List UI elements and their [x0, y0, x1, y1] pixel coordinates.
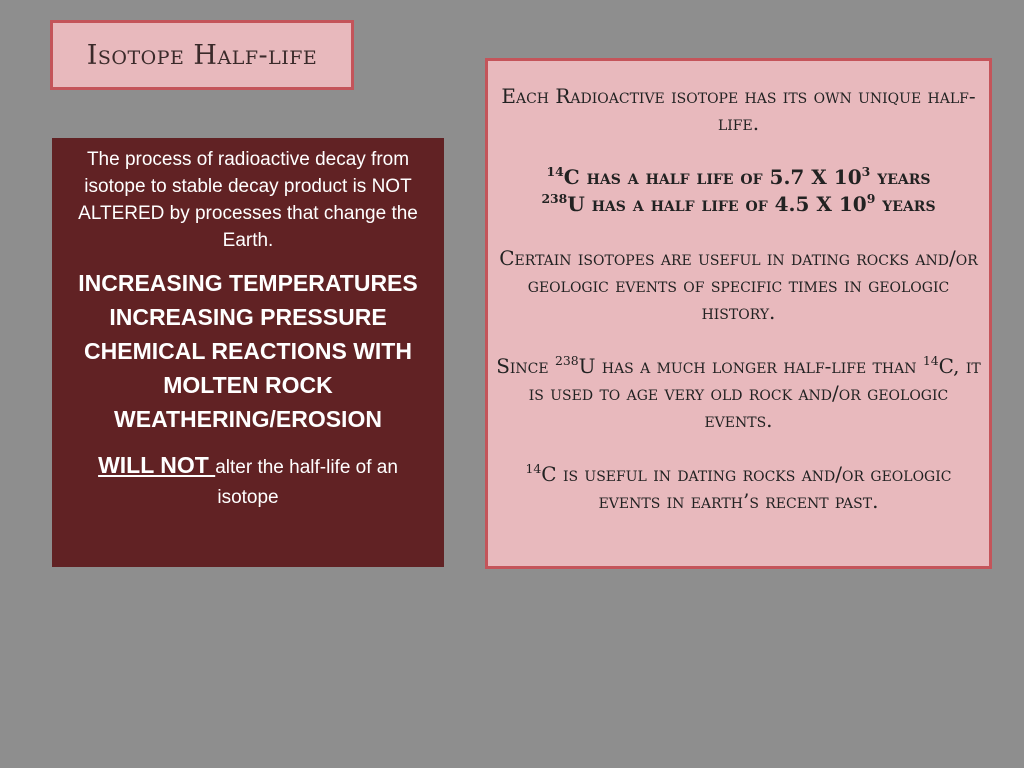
half-life-panel	[485, 58, 992, 569]
factor-item: CHEMICAL REACTIONS WITH	[84, 338, 412, 364]
factor-item: WEATHERING/EROSION	[114, 406, 382, 432]
unique-half-life-text: Each Radioactive isotope has its own unique half-life.	[501, 84, 976, 135]
u238-half-life: $^{238}$U has a half life of 4.5 X $10^9$ years	[541, 190, 936, 216]
factor-item: MOLTEN ROCK	[163, 372, 333, 398]
factor-item: INCREASING PRESSURE	[109, 304, 387, 330]
c14-half-life: $^{14}$C has a half life of 5.7 X $10^3$ years	[546, 163, 931, 189]
conclusion-text	[66, 450, 430, 513]
will-not-emphasis: WILL NOT	[98, 452, 216, 478]
title-box	[50, 20, 354, 90]
half-life-values	[494, 164, 983, 218]
uranium-comparison-text: Since $^{238}$U has a much longer half-life than $^{14}$C, it is used to age very old rock and/or geologic events.	[496, 352, 981, 432]
carbon-usage-text: $^{14}$C is useful in dating rocks and/or geologic events in earth’s recent past.	[525, 460, 952, 513]
decay-info-panel	[52, 138, 444, 567]
conclusion-rest: alter the half-life of an isotope	[215, 457, 398, 508]
intro-text: The process of radioactive decay from isotope to stable decay product is NOT ALTERED by processes that change the Earth.	[78, 149, 418, 251]
useful-isotopes-text: Certain isotopes are useful in dating rocks and/or geologic events of specific times in geologic history.	[499, 246, 978, 324]
slide-title: Isotope Half-life	[86, 39, 318, 71]
factor-item: INCREASING TEMPERATURES	[78, 270, 418, 296]
factors-list	[66, 266, 430, 436]
